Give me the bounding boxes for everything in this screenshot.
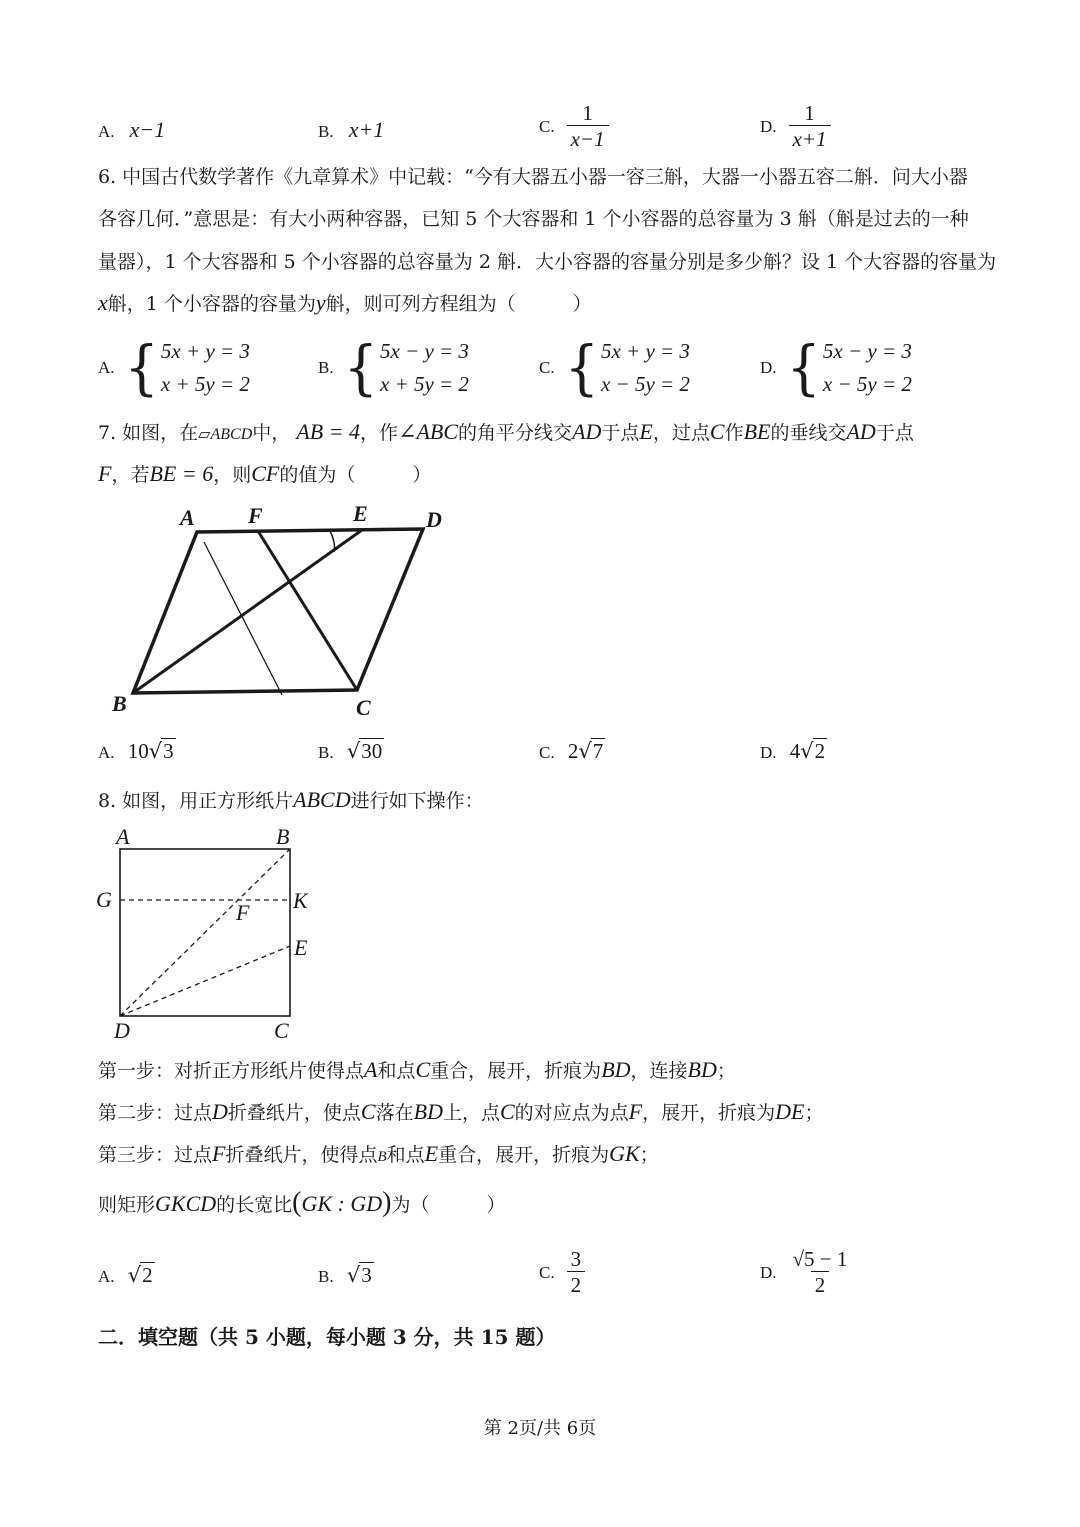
math: E	[424, 1141, 439, 1166]
math: A	[364, 1057, 378, 1082]
radicand: 7	[592, 739, 604, 763]
math: BD	[413, 1099, 443, 1124]
brace: {	[124, 332, 159, 402]
brace: {	[343, 332, 378, 402]
paren-close: )	[382, 1187, 392, 1218]
extra-line	[204, 542, 282, 695]
q8-question	[98, 1189, 506, 1217]
q6-option-d[interactable]	[760, 332, 912, 402]
math: GKCD	[155, 1191, 217, 1216]
q6-option-c[interactable]	[539, 332, 690, 402]
radicand: 3	[163, 739, 174, 763]
q5-option-d[interactable]	[760, 102, 831, 151]
brace: {	[564, 332, 599, 402]
option-label: C.	[539, 116, 555, 136]
q7-text: 7. 如图，在	[98, 422, 199, 444]
brace: {	[786, 332, 821, 402]
equation-2: x + 5y = 2	[379, 371, 469, 396]
segment-cf	[258, 531, 357, 690]
step-text: 和点	[377, 1060, 416, 1082]
denominator: x−1	[567, 125, 609, 151]
radicand: 2	[814, 739, 826, 763]
math: CF	[251, 461, 280, 486]
step-text: ；	[716, 1060, 736, 1082]
option-label: D.	[760, 743, 777, 762]
parallelogram-abcd	[133, 529, 423, 693]
numerator: √5 − 1	[792, 1247, 848, 1271]
math: C	[709, 419, 725, 444]
q8-step-3	[98, 1143, 659, 1165]
q8-option-d[interactable]	[760, 1248, 851, 1297]
fold-de	[120, 946, 290, 1016]
option-label: B.	[318, 743, 334, 762]
label-b: B	[276, 824, 290, 849]
q7-text: ，作	[360, 422, 399, 444]
q5-option-c[interactable]	[539, 102, 609, 151]
coefficient: 10	[127, 739, 149, 763]
option-label: A.	[98, 357, 115, 377]
q7-parallelogram-figure	[100, 495, 460, 725]
math: AD	[572, 419, 602, 444]
radicand: 3	[361, 1263, 372, 1287]
math: DE	[775, 1099, 805, 1124]
math: GK	[609, 1141, 640, 1166]
option-label: B.	[318, 357, 334, 377]
numerator: 1	[804, 101, 815, 125]
q5-option-a[interactable]	[98, 117, 165, 143]
q7-text: 于点	[601, 422, 640, 444]
q6-line-1: 6. 中国古代数学著作《九章算术》中记载：“今有大器五小器一容三斛，大器一小器五容二斛．问大小器	[98, 166, 968, 188]
option-expr: x+1	[348, 117, 385, 142]
q6-option-b[interactable]	[318, 332, 469, 402]
radical-sign: √	[578, 739, 592, 763]
math: F	[98, 461, 112, 486]
angle-arc	[330, 531, 335, 552]
section-heading: 二．填空题（共 5 小题，每小题 3 分，共 15 题）	[98, 1325, 556, 1349]
step-text: 重合，展开，折痕为	[438, 1144, 610, 1166]
math: B	[377, 1149, 387, 1165]
fraction	[789, 102, 831, 151]
label-e: E	[353, 501, 368, 526]
label-k: K	[293, 888, 308, 913]
label-d: D	[114, 1018, 130, 1043]
q8-step-1	[98, 1059, 736, 1081]
step-text: ；	[804, 1102, 824, 1124]
option-label: A.	[98, 122, 115, 141]
math: GK : GD	[301, 1191, 383, 1216]
option-label: D.	[760, 1262, 777, 1282]
equation-1: 5x − y = 3	[379, 339, 469, 363]
q6-text: 斛，则可列方程组为（ ）	[325, 293, 592, 315]
option-label: C.	[539, 743, 555, 762]
paren-open: (	[292, 1187, 302, 1218]
fraction	[567, 102, 609, 151]
step-text: ，展开，折痕为	[642, 1102, 776, 1124]
q6-text: 斛，1 个小容器的容量为	[107, 293, 316, 315]
option-label: B.	[318, 1267, 334, 1286]
math: C	[415, 1057, 431, 1082]
label-b: B	[112, 691, 127, 716]
label-a: A	[116, 824, 130, 849]
label-e: E	[294, 935, 308, 960]
q8-text: 为（ ）	[391, 1194, 506, 1216]
step-text: 第一步：对折正方形纸片使得点	[98, 1060, 365, 1082]
q7-option-a[interactable]	[98, 738, 176, 764]
option-label: D.	[760, 116, 777, 136]
page-footer: 第 2页/共 6页	[483, 1418, 597, 1439]
option-expr: x−1	[129, 117, 166, 142]
denominator: 2	[811, 1271, 830, 1297]
step-text: 和点	[386, 1144, 425, 1166]
q8-text: 8. 如图，用正方形纸片	[98, 790, 294, 812]
step-text: ，连接	[630, 1060, 688, 1082]
option-label: B.	[318, 122, 334, 141]
radical-sign: √	[346, 1263, 361, 1287]
math: ∠ABC	[398, 419, 459, 444]
radical-sign: √	[148, 739, 163, 763]
radical-sign: √	[800, 739, 814, 763]
q7-line-2	[98, 463, 431, 485]
step-text: 上，点	[442, 1102, 500, 1124]
q7-text: ，若	[111, 464, 150, 486]
step-text: 落在	[375, 1102, 414, 1124]
label-c: C	[274, 1018, 289, 1043]
math: D	[212, 1099, 228, 1124]
q7-text: ，过点	[652, 422, 710, 444]
q8-text: 的长宽比	[216, 1194, 293, 1216]
label-a: A	[180, 505, 195, 530]
option-label: C.	[539, 1262, 555, 1282]
step-text: 第二步：过点	[98, 1102, 213, 1124]
radicand: 2	[142, 1263, 153, 1287]
segment-be	[133, 530, 362, 693]
denominator: 2	[567, 1271, 586, 1297]
math: ABCD	[293, 787, 351, 812]
coefficient: 2	[567, 739, 579, 763]
math: BD	[601, 1057, 631, 1082]
math: BE = 6	[149, 461, 214, 486]
radicand: 30	[361, 739, 383, 763]
equation-2: x − 5y = 2	[822, 371, 912, 396]
math: E	[639, 419, 653, 444]
q5-option-b[interactable]	[318, 117, 384, 143]
radical-sign: √	[346, 739, 361, 763]
fraction	[567, 1248, 586, 1297]
q7-text: 的值为（ ）	[279, 464, 432, 486]
parallelogram-symbol: ▱ABCD	[198, 426, 253, 443]
math: BE	[743, 419, 771, 444]
q6-line-4	[98, 292, 592, 314]
fraction	[789, 1248, 852, 1297]
q8-square-figure	[90, 822, 330, 1044]
label-f: F	[248, 503, 263, 528]
step-text: 折叠纸片，使得点	[225, 1144, 378, 1166]
label-g: G	[96, 887, 112, 912]
q7-text: 作	[724, 422, 744, 444]
equation-1: 5x + y = 3	[160, 339, 250, 363]
step-text: 折叠纸片，使点	[227, 1102, 361, 1124]
q7-text: 的垂线交	[770, 422, 847, 444]
q7-text: 于点	[875, 422, 914, 444]
q7-option-c[interactable]	[539, 738, 605, 764]
q8-step-2	[98, 1101, 823, 1123]
option-label: A.	[98, 743, 115, 762]
equation-2: x − 5y = 2	[600, 371, 690, 396]
q7-text: 的角平分线交	[458, 422, 573, 444]
step-text: 重合，展开，折痕为	[430, 1060, 602, 1082]
var-y: y	[315, 290, 326, 315]
step-text: ；	[639, 1144, 659, 1166]
math: C	[499, 1099, 515, 1124]
math: F	[628, 1099, 643, 1124]
math: C	[360, 1099, 376, 1124]
denominator: x+1	[789, 125, 831, 151]
equation-2: x + 5y = 2	[160, 371, 250, 396]
q8-option-b[interactable]	[318, 1262, 374, 1288]
q7-option-b[interactable]	[318, 738, 384, 764]
q7-text: ，则	[213, 464, 252, 486]
radical-sign: √	[127, 1263, 142, 1287]
q8-text: 进行如下操作：	[350, 790, 484, 812]
option-label: C.	[539, 357, 555, 377]
q6-line-2: 各容几何．”意思是：有大小两种容器，已知 5 个大容器和 1 个小容器的总容量为 3 斛（斛是过去的一种	[98, 208, 969, 230]
q8-stem	[98, 789, 484, 811]
q7-line-1	[98, 421, 914, 443]
q7-option-d[interactable]	[760, 738, 827, 764]
equation-1: 5x + y = 3	[600, 339, 690, 363]
q8-text: 则矩形	[98, 1194, 156, 1216]
var-x: x	[98, 290, 108, 315]
math: BD	[687, 1057, 717, 1082]
option-label: A.	[98, 1267, 115, 1286]
q7-text: 中，	[252, 422, 291, 444]
equation-1: 5x − y = 3	[822, 339, 912, 363]
label-f: F	[236, 900, 250, 925]
numerator: 1	[582, 101, 593, 125]
math: F	[212, 1141, 226, 1166]
numerator: 3	[570, 1247, 582, 1271]
q6-line-3: 量器），1 个大容器和 5 个小容器的总容量为 2 斛．大小容器的容量分别是多少斛？设 1 个大容器的容量为	[98, 251, 997, 273]
label-c: C	[356, 695, 371, 720]
step-text: 的对应点为点	[514, 1102, 629, 1124]
label-d: D	[426, 507, 442, 532]
q6-option-a[interactable]	[98, 332, 250, 402]
diagonal-bd	[120, 849, 290, 1016]
math: AB = 4	[296, 419, 361, 444]
math: AD	[846, 419, 876, 444]
q8-option-c[interactable]	[539, 1248, 585, 1297]
coefficient: 4	[789, 739, 801, 763]
option-label: D.	[760, 357, 777, 377]
q8-option-a[interactable]	[98, 1262, 155, 1288]
step-text: 第三步：过点	[98, 1144, 213, 1166]
